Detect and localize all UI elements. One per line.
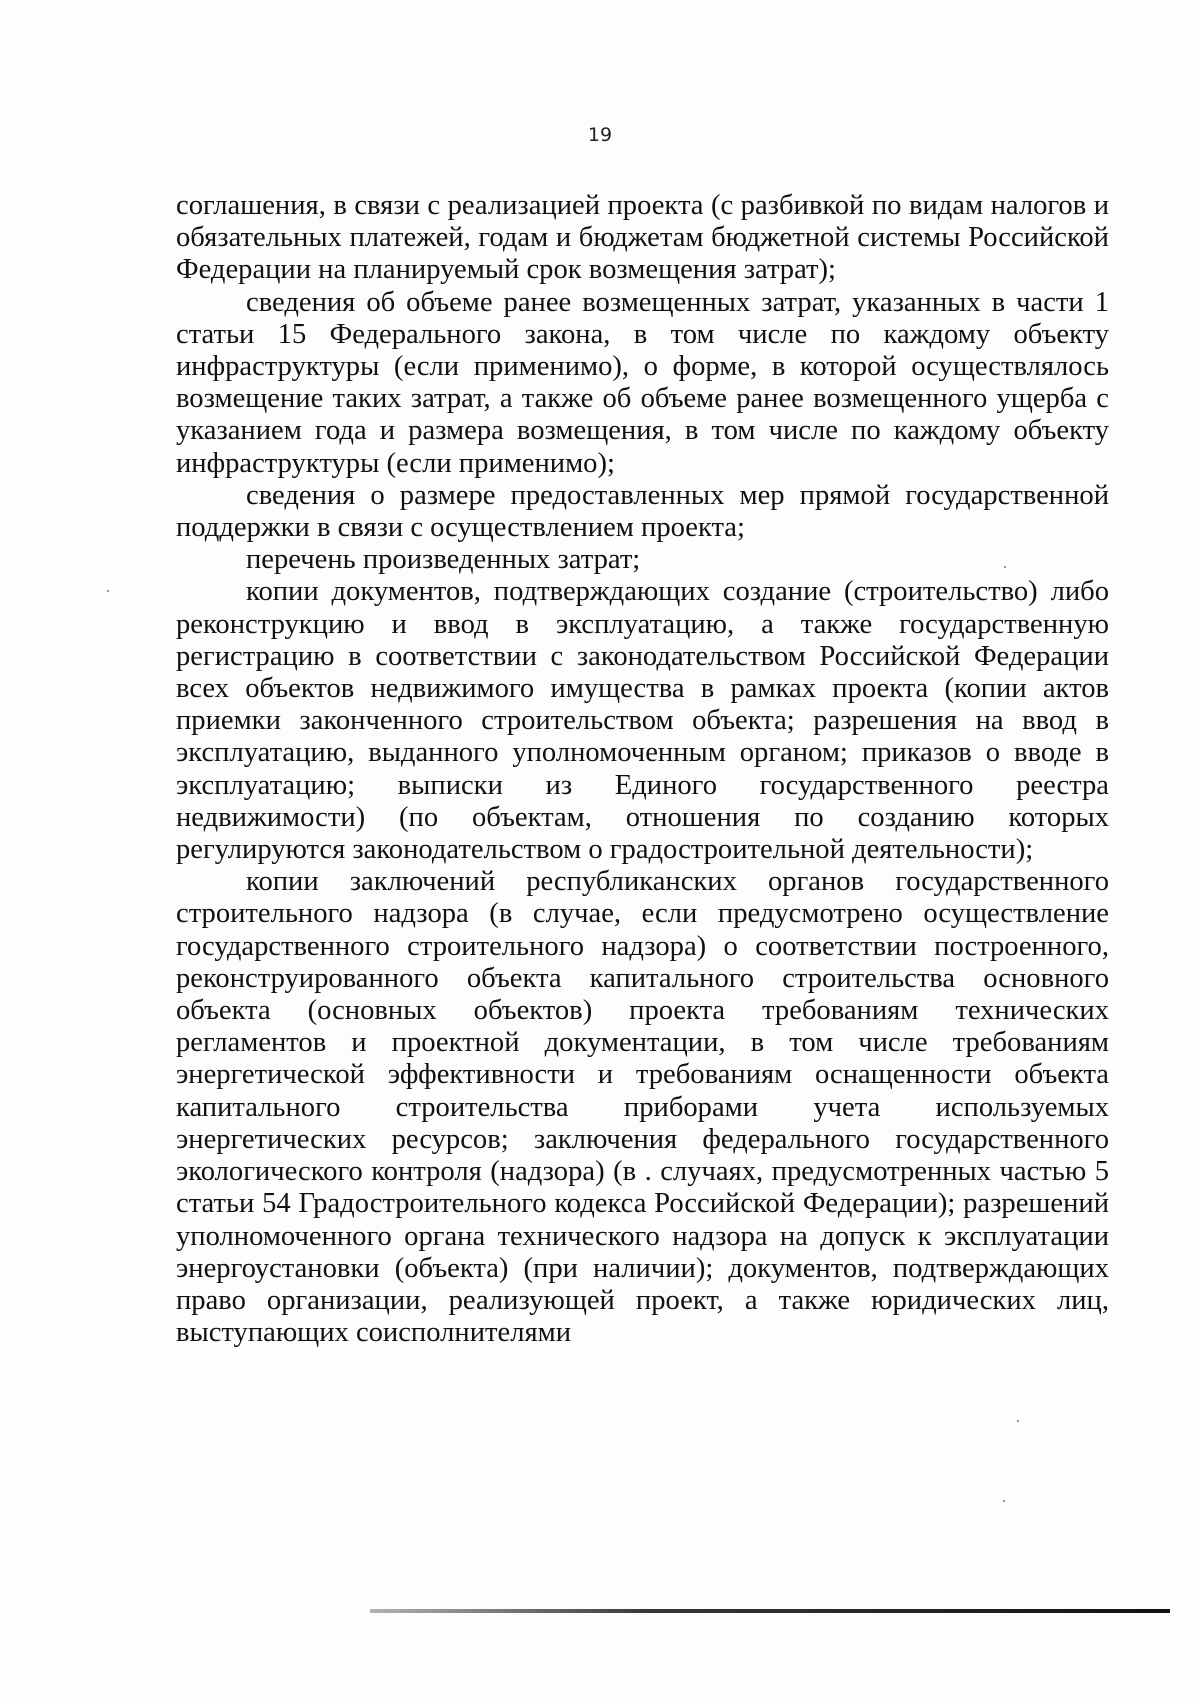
scan-speck <box>1003 1500 1005 1502</box>
paragraph-state-support: сведения о размере предоставленных мер прямой государственной поддержки в связи с осуществлением проекта; <box>176 479 1109 544</box>
paragraph-reimbursed-costs: сведения об объеме ранее возмещенных затрат, указанных в части 1 статьи 15 Федерального закона, в том числе по каждому объекту инфраструктуры (если применимо), о форме, в которой осуществлялось возмещение таких затрат, а также об объеме ранее возмещенного ущерба с указанием года и размера возмещения, в том числе по каждому объекту инфраструктуры (если применимо); <box>176 286 1109 479</box>
scan-speck <box>1017 1420 1019 1422</box>
paragraph-agreement-continuation: соглашения, в связи с реализацией проекта (с разбивкой по видам налогов и обязательных платежей, годам и бюджетам бюджетной системы Российской Федерации на планируемый срок возмещения затрат); <box>176 190 1109 286</box>
paragraph-costs-list: перечень произведенных затрат; <box>246 544 641 576</box>
scan-speck <box>107 590 109 592</box>
page-bottom-rule <box>370 1609 1170 1613</box>
paragraph-supervision-conclusions: копии заключений республиканских органов государственного строительного надзора (в случае, если предусмотрено осуществление государственного строительного надзора) о соответствии построенного, реконструированного объекта капитального строительства основного объекта (основных объектов) проекта требованиям технических регламентов и проектной документации, в том числе требованиям энергетической эффективности и требованиям оснащенности объекта капитального строительства приборами учета используемых энергетических ресурсов; заключения федерального государственного экологического контроля (надзора) (в . случаях, предусмотренных частью 5 статьи 54 Градостроительного кодекса Российской Федерации); разрешений уполномоченного органа технического надзора на допуск к эксплуатации энергоустановки (объекта) (при наличии); документов, подтверждающих право организации, реализующей проект, а также юридических лиц, выступающих соисполнителями <box>176 866 1109 1349</box>
scan-speck <box>1004 566 1006 568</box>
document-body <box>176 190 1109 1349</box>
page-number: 19 <box>587 124 613 146</box>
paragraph-construction-documents: копии документов, подтверждающих создание (строительство) либо реконструкцию и ввод в эксплуатацию, а также государственную регистрацию в соответствии с законодательством Российской Федерации всех объектов недвижимого имущества в рамках проекта (копии актов приемки законченного строительством объекта; разрешения на ввод в эксплуатацию, выданного уполномоченным органом; приказов о вводе в эксплуатацию; выписки из Единого государственного реестра недвижимости) (по объектам, отношения по созданию которых регулируются законодательством о градостроительной деятельности); <box>176 576 1109 866</box>
